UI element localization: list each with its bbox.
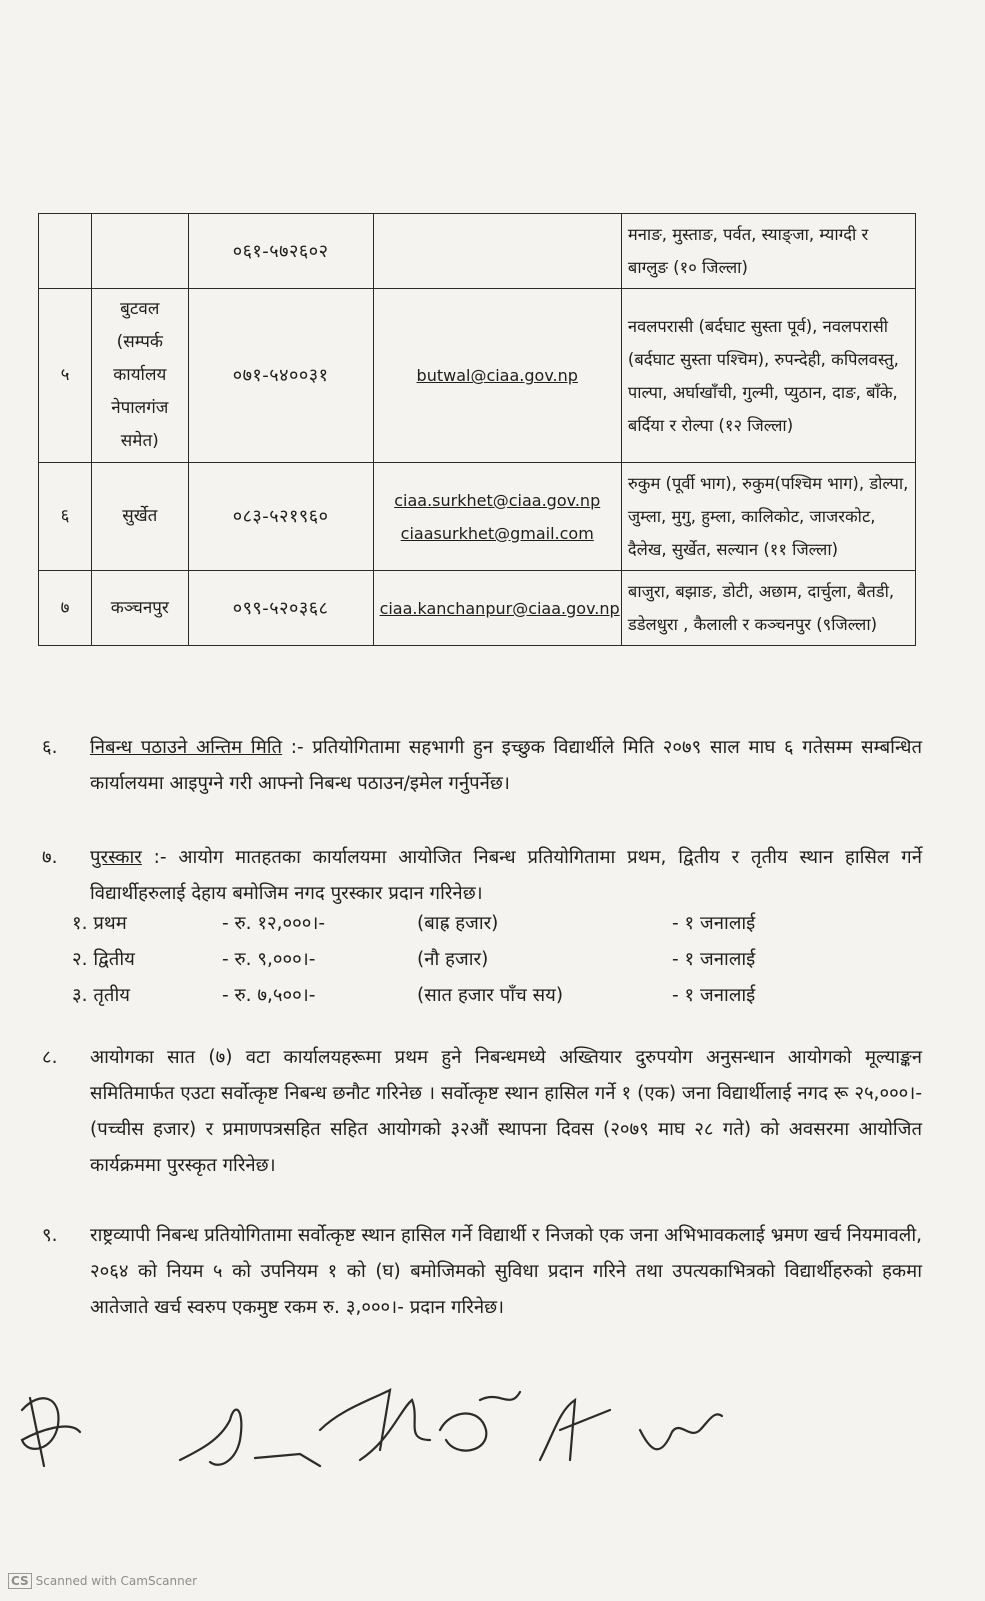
email-cell — [373, 214, 621, 289]
signature-2 — [180, 1410, 320, 1466]
email-link[interactable]: ciaasurkhet@gmail.com — [400, 523, 594, 543]
prize-count: - १ जनालाई — [672, 985, 756, 1006]
prize-amount: - रु. ९,०००।- — [222, 949, 316, 970]
prize-row — [72, 906, 892, 942]
section-6-text: :- प्रतियोगितामा सहभागी हुन इच्छुक विद्यार्थीले मिति २०७९ साल माघ ६ गतेसम्म सम्बन्धित कार्यालयमा आइपुग्ने गरी आफ्नो निबन्ध पठाउन/इमेल गर्नुपर्नेछ। — [90, 737, 922, 794]
section-7-text: :- आयोग मातहतका कार्यालयमा आयोजित निबन्ध प्रतियोगितामा प्रथम, द्वितीय र तृतीय स्थान हासिल गर्ने विद्यार्थीहरुलाई देहाय बमोजिम नगद पुरस्कार प्रदान गरिनेछ। — [90, 847, 922, 904]
phone-cell: ०८३-५२१९६० — [188, 463, 373, 571]
section-9-text: राष्ट्रव्यापी निबन्ध प्रतियोगितामा सर्वोत्कृष्ट स्थान हासिल गर्ने विद्यार्थी र निजको एक जना अभिभावकलाई भ्रमण खर्च नियमावली, २०६४ को नियम ५ को उपनियम १ को (घ) बमोजिमको सुविधा प्रदान गरिने तथा उपत्यकाभित्रको विद्यार्थीहरुको हकमा आतेजाते खर्च स्वरुप एकमुष्ट रकम रु. ३,०००।- प्रदान गरिनेछ। — [90, 1225, 922, 1318]
office-name-cell: सुर्खेत — [91, 463, 188, 571]
prize-amount: - रु. १२,०००।- — [222, 913, 326, 934]
serial-number-cell: ६ — [39, 463, 92, 571]
section-6 — [42, 730, 922, 802]
serial-number-cell — [39, 214, 92, 289]
section-8-number: ८. — [42, 1047, 58, 1068]
email-link[interactable]: ciaa.kanchanpur@ciaa.gov.np — [379, 598, 620, 618]
office-row — [39, 463, 916, 571]
prize-amount: - रु. ७,५००।- — [222, 985, 316, 1006]
section-9-number: ९. — [42, 1225, 58, 1246]
prize-count: - १ जनालाई — [672, 949, 756, 970]
office-table — [38, 213, 916, 646]
phone-cell: ०६१-५७२६०२ — [188, 214, 373, 289]
prize-row — [72, 978, 892, 1014]
camscanner-badge: CS — [8, 1573, 32, 1589]
camscanner-text: Scanned with CamScanner — [35, 1574, 198, 1588]
office-name-cell: कञ्चनपुर — [91, 571, 188, 646]
office-row — [39, 289, 916, 463]
prize-rank: २. द्वितीय — [72, 949, 135, 970]
office-row — [39, 214, 916, 289]
signature-1 — [22, 1398, 80, 1466]
office-name-cell — [91, 214, 188, 289]
email-link[interactable]: ciaa.surkhet@ciaa.gov.np — [394, 490, 601, 510]
section-8-text: आयोगका सात (७) वटा कार्यालयहरूमा प्रथम हुने निबन्धमध्ये अख्तियार दुरुपयोग अनुसन्धान आयोगको मूल्याङ्कन समितिमार्फत एउटा सर्वोत्कृष्ट निबन्ध छनौट गरिनेछ । सर्वोत्कृष्ट स्थान हासिल गर्ने १ (एक) जना विद्यार्थीलाई नगद रू २५,०००।-(पच्चीस हजार) र प्रमाणपत्रसहित सहित आयोगको ३२औं स्थापना दिवस (२०७९ माघ २८ गते) को अवसरमा आयोजित कार्यक्रममा पुरस्कृत गरिनेछ। — [90, 1047, 922, 1176]
districts-cell: रुकुम (पूर्वी भाग), रुकुम(पश्चिम भाग), डोल्पा, जुम्ला, मुगु, हुम्ला, कालिकोट, जाजरकोट, दैलेख, सुर्खेत, सल्यान (११ जिल्ला) — [621, 463, 915, 571]
scanner-watermark — [8, 1574, 197, 1588]
office-name-cell: बुटवल (सम्पर्क कार्यालय नेपालगंज समेत) — [91, 289, 188, 463]
email-link[interactable]: butwal@ciaa.gov.np — [416, 366, 578, 385]
email-cell — [373, 571, 621, 646]
section-7 — [42, 840, 922, 912]
signature-3 — [320, 1390, 430, 1460]
section-9 — [42, 1218, 922, 1326]
districts-cell: मनाङ, मुस्ताङ, पर्वत, स्याङ्जा, म्याग्दी र बाग्लुङ (१० जिल्ला) — [621, 214, 915, 289]
prize-rank: १. प्रथम — [72, 913, 127, 934]
prize-words: (बाह्र हजार) — [417, 913, 499, 934]
signature-4 — [440, 1392, 520, 1451]
email-cell — [373, 289, 621, 463]
section-8 — [42, 1040, 922, 1184]
prize-words: (नौ हजार) — [417, 949, 489, 970]
section-7-number: ७. — [42, 847, 58, 868]
prize-words: (सात हजार पाँच सय) — [417, 985, 564, 1006]
serial-number-cell: ७ — [39, 571, 92, 646]
phone-cell: ०९९-५२०३६८ — [188, 571, 373, 646]
section-6-heading: निबन्ध पठाउने अन्तिम मिति — [90, 737, 283, 758]
prize-count: - १ जनालाई — [672, 913, 756, 934]
prize-rank: ३. तृतीय — [72, 985, 130, 1006]
signatures — [0, 1370, 985, 1480]
serial-number-cell: ५ — [39, 289, 92, 463]
districts-cell: नवलपरासी (बर्दघाट सुस्ता पूर्व), नवलपरासी (बर्दघाट सुस्ता पश्चिम), रुपन्देही, कपिलवस्तु, पाल्पा, अर्घाखाँची, गुल्मी, प्युठान, दाङ, बाँके, बर्दिया र रोल्पा (१२ जिल्ला) — [621, 289, 915, 463]
prize-row — [72, 942, 892, 978]
office-row — [39, 571, 916, 646]
signature-6 — [640, 1414, 722, 1449]
signature-5 — [540, 1400, 610, 1460]
phone-cell: ०७१-५४००३१ — [188, 289, 373, 463]
email-cell — [373, 463, 621, 571]
section-7-heading: पुरस्कार — [90, 847, 142, 868]
districts-cell: बाजुरा, बझाङ, डोटी, अछाम, दार्चुला, बैतडी, डडेलधुरा , कैलाली र कञ्चनपुर (९जिल्ला) — [621, 571, 915, 646]
section-6-number: ६. — [42, 737, 58, 758]
